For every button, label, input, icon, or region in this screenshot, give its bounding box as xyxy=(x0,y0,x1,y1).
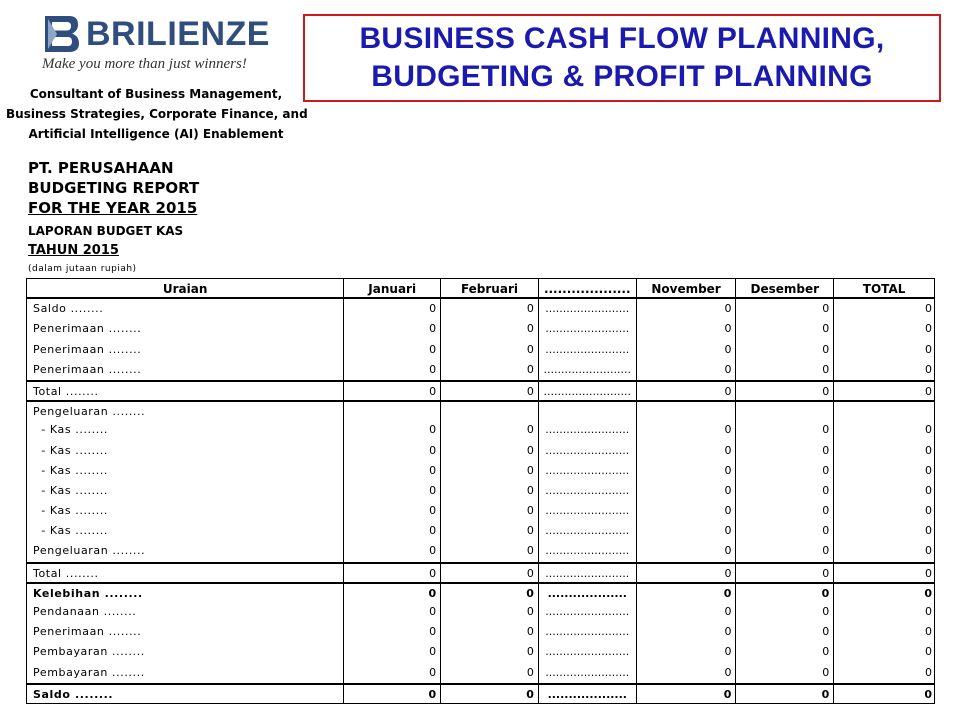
cell-januari xyxy=(344,402,441,420)
table-row xyxy=(27,319,934,339)
cell-total: 0 xyxy=(925,625,932,639)
cell-november: 0 xyxy=(637,564,737,582)
cell-november: 0 xyxy=(637,501,737,521)
cell-total: 0 xyxy=(925,384,932,398)
cell-februari: 0 xyxy=(441,602,539,622)
cell-desember: 0 xyxy=(736,299,834,319)
cell-januari: 0 xyxy=(344,481,441,501)
cell-desember: 0 xyxy=(736,584,834,602)
cell-total: 0 xyxy=(925,302,932,316)
table-row xyxy=(27,501,934,521)
row-label: Penerimaan ........ xyxy=(27,622,344,642)
company-logo xyxy=(40,12,270,76)
cell-desember: 0 xyxy=(736,564,834,582)
row-label: Pembayaran ........ xyxy=(27,642,344,662)
cell-november: 0 xyxy=(637,521,737,541)
cell-februari: 0 xyxy=(441,622,539,642)
cell-desember: 0 xyxy=(736,441,834,461)
cell-november: 0 xyxy=(637,685,737,703)
cell-januari: 0 xyxy=(344,441,441,461)
cell-januari: 0 xyxy=(344,602,441,622)
cell-desember: 0 xyxy=(736,642,834,662)
cell-november: 0 xyxy=(637,541,737,561)
cell-februari: 0 xyxy=(441,461,539,481)
cell-januari: 0 xyxy=(344,319,441,339)
header-desember: Desember xyxy=(736,279,834,297)
consultant-line: Artificial Intelligence (AI) Enablement xyxy=(28,127,284,141)
cell-ellipsis: ........................ xyxy=(539,663,637,683)
cell-desember: 0 xyxy=(736,382,834,400)
table-row xyxy=(27,299,934,319)
cell-ellipsis: ........................ xyxy=(539,642,637,662)
cell-januari: 0 xyxy=(344,461,441,481)
consultant-description xyxy=(6,84,306,144)
cell-februari: 0 xyxy=(441,564,539,582)
cell-desember: 0 xyxy=(736,663,834,683)
consultant-line: Consultant of Business Management, xyxy=(29,87,283,101)
cell-februari: 0 xyxy=(441,382,539,400)
cell-ellipsis: ......................... xyxy=(539,382,637,400)
cell-februari: 0 xyxy=(441,299,539,319)
cell-ellipsis: ........................ xyxy=(539,622,637,642)
consultant-line: Business Strategies, Corporate Finance, and xyxy=(6,107,308,121)
cell-januari: 0 xyxy=(344,541,441,561)
cell-total: 0 xyxy=(925,423,932,437)
row-label: Saldo ........ xyxy=(27,685,344,703)
cell-ellipsis: ........................ xyxy=(539,299,637,319)
cell-januari: 0 xyxy=(344,685,441,703)
cell-ellipsis: ........................ xyxy=(539,521,637,541)
cell-februari: 0 xyxy=(441,481,539,501)
cell-januari: 0 xyxy=(344,622,441,642)
cell-januari: 0 xyxy=(344,642,441,662)
cell-total: 0 xyxy=(925,605,932,618)
table-row xyxy=(27,602,934,622)
cell-desember: 0 xyxy=(736,319,834,339)
row-label: Penerimaan ........ xyxy=(27,340,344,360)
table-row xyxy=(27,541,934,561)
header-februari: Februari xyxy=(441,279,539,297)
report-subheading xyxy=(28,221,183,261)
cell-total: 0 xyxy=(925,566,932,580)
cell-total: 0 xyxy=(925,362,932,376)
cell-januari: 0 xyxy=(344,382,441,400)
cell-ellipsis: ........................ xyxy=(539,319,637,339)
report-title: BUDGETING REPORT xyxy=(28,179,200,197)
cell-november: 0 xyxy=(637,360,737,380)
cell-januari: 0 xyxy=(344,584,441,602)
table-header-row xyxy=(27,279,934,299)
cell-november: 0 xyxy=(637,299,737,319)
table-row xyxy=(27,400,934,420)
cell-desember: 0 xyxy=(736,360,834,380)
cell-total: 0 xyxy=(925,483,932,497)
table-row xyxy=(27,441,934,461)
cell-februari: 0 xyxy=(441,441,539,461)
report-subtitle: LAPORAN BUDGET KAS xyxy=(28,224,184,238)
cell-februari: 0 xyxy=(441,685,539,703)
cell-total: 0 xyxy=(924,687,932,701)
cell-februari xyxy=(441,402,539,420)
table-row xyxy=(27,683,934,703)
row-label: Kelebihan ........ xyxy=(27,584,344,602)
cell-ellipsis: ........................ xyxy=(539,420,637,440)
row-label: Pengeluaran ........ xyxy=(27,402,344,420)
cell-ellipsis: ........................ xyxy=(539,441,637,461)
cell-total: 0 xyxy=(925,544,932,558)
cell-ellipsis: ........................ xyxy=(539,564,637,582)
cell-november: 0 xyxy=(637,663,737,683)
cell-februari: 0 xyxy=(441,340,539,360)
cell-januari: 0 xyxy=(344,299,441,319)
cell-januari: 0 xyxy=(344,420,441,440)
cell-februari: 0 xyxy=(441,584,539,602)
report-heading xyxy=(28,158,199,218)
cell-desember: 0 xyxy=(736,501,834,521)
cell-total: 0 xyxy=(925,322,932,336)
cell-november xyxy=(637,402,737,420)
cell-februari: 0 xyxy=(441,663,539,683)
cell-ellipsis: ................... xyxy=(539,584,637,602)
table-row xyxy=(27,582,934,602)
row-label: Total ........ xyxy=(27,564,344,582)
row-label: Pembayaran ........ xyxy=(27,663,344,683)
cell-februari: 0 xyxy=(441,501,539,521)
cell-november: 0 xyxy=(637,420,737,440)
cell-november: 0 xyxy=(637,319,737,339)
cell-november: 0 xyxy=(637,584,737,602)
cell-desember: 0 xyxy=(736,521,834,541)
cell-ellipsis: ........................ xyxy=(539,602,637,622)
slide-title-box xyxy=(303,14,941,102)
table-row xyxy=(27,622,934,642)
cell-ellipsis: ........................ xyxy=(539,501,637,521)
brilienze-b-logo-mark-icon xyxy=(43,14,81,54)
cell-november: 0 xyxy=(637,602,737,622)
header-januari: Januari xyxy=(344,279,441,297)
table-row xyxy=(27,340,934,360)
cell-februari: 0 xyxy=(441,360,539,380)
cell-desember: 0 xyxy=(736,541,834,561)
company-name: PT. PERUSAHAAN xyxy=(28,159,174,177)
unit-note: (dalam jutaan rupiah) xyxy=(28,264,137,274)
row-label: - Kas ........ xyxy=(27,461,344,481)
cell-februari: 0 xyxy=(441,319,539,339)
cell-total: 0 xyxy=(925,524,932,538)
slide-title-line-1: BUSINESS CASH FLOW PLANNING, xyxy=(359,22,885,55)
cell-desember: 0 xyxy=(736,340,834,360)
table-row xyxy=(27,481,934,501)
row-label: Saldo ........ xyxy=(27,299,344,319)
cell-november: 0 xyxy=(637,340,737,360)
table-row xyxy=(27,642,934,662)
brand-name: BRILIENZE xyxy=(86,15,270,53)
cell-desember: 0 xyxy=(736,481,834,501)
row-label: - Kas ........ xyxy=(27,420,344,440)
report-year: FOR THE YEAR 2015 xyxy=(28,199,198,217)
cell-november: 0 xyxy=(637,461,737,481)
header-ellipsis: ................... xyxy=(539,279,637,297)
cell-ellipsis: ........................ xyxy=(539,481,637,501)
cell-total: 0 xyxy=(924,586,932,600)
row-label: - Kas ........ xyxy=(27,481,344,501)
cell-ellipsis: ........................ xyxy=(539,541,637,561)
cell-desember: 0 xyxy=(736,461,834,481)
table-row xyxy=(27,380,934,400)
table-row xyxy=(27,562,934,582)
cell-desember: 0 xyxy=(736,685,834,703)
cell-januari: 0 xyxy=(344,564,441,582)
cell-desember: 0 xyxy=(736,602,834,622)
cell-ellipsis xyxy=(539,402,637,420)
cell-januari: 0 xyxy=(344,521,441,541)
cell-ellipsis: ........................ xyxy=(539,461,637,481)
cell-ellipsis: ......................... xyxy=(539,360,637,380)
table-row xyxy=(27,461,934,481)
cell-februari: 0 xyxy=(441,420,539,440)
table-row xyxy=(27,521,934,541)
cell-februari: 0 xyxy=(441,642,539,662)
report-subyear: TAHUN 2015 xyxy=(28,243,119,258)
cell-februari: 0 xyxy=(441,541,539,561)
cell-ellipsis: ................... xyxy=(539,685,637,703)
row-label: Penerimaan ........ xyxy=(27,319,344,339)
cell-november: 0 xyxy=(637,481,737,501)
cell-november: 0 xyxy=(637,382,737,400)
table-body xyxy=(27,299,934,703)
row-label: Pendanaan ........ xyxy=(27,602,344,622)
cell-desember: 0 xyxy=(736,420,834,440)
cell-januari: 0 xyxy=(344,340,441,360)
cell-total: 0 xyxy=(925,443,932,457)
table-row xyxy=(27,663,934,683)
cell-november: 0 xyxy=(637,622,737,642)
table-row xyxy=(27,420,934,440)
cash-budget-table xyxy=(26,278,935,704)
brand-tagline: Make you more than just winners! xyxy=(42,56,247,72)
cell-januari: 0 xyxy=(344,360,441,380)
cell-desember xyxy=(736,402,834,420)
row-label: - Kas ........ xyxy=(27,521,344,541)
cell-ellipsis: ........................ xyxy=(539,340,637,360)
header-total: TOTAL xyxy=(862,282,906,296)
cell-februari: 0 xyxy=(441,521,539,541)
cell-total: 0 xyxy=(925,504,932,518)
cell-november: 0 xyxy=(637,642,737,662)
cell-desember: 0 xyxy=(736,622,834,642)
cell-total: 0 xyxy=(925,645,932,659)
row-label: Total ........ xyxy=(27,382,344,400)
cell-november: 0 xyxy=(637,441,737,461)
cell-total: 0 xyxy=(925,665,932,679)
row-label: Pengeluaran ........ xyxy=(27,541,344,561)
header-uraian: Uraian xyxy=(27,279,344,297)
row-label: - Kas ........ xyxy=(27,441,344,461)
cell-total: 0 xyxy=(925,463,932,477)
slide-title-line-2: BUDGETING & PROFIT PLANNING xyxy=(371,60,873,93)
header-november: November xyxy=(637,279,737,297)
table-row xyxy=(27,360,934,380)
row-label: Penerimaan ........ xyxy=(27,360,344,380)
cell-total: 0 xyxy=(925,342,932,356)
row-label: - Kas ........ xyxy=(27,501,344,521)
cell-januari: 0 xyxy=(344,501,441,521)
cell-total xyxy=(834,402,934,420)
cell-januari: 0 xyxy=(344,663,441,683)
